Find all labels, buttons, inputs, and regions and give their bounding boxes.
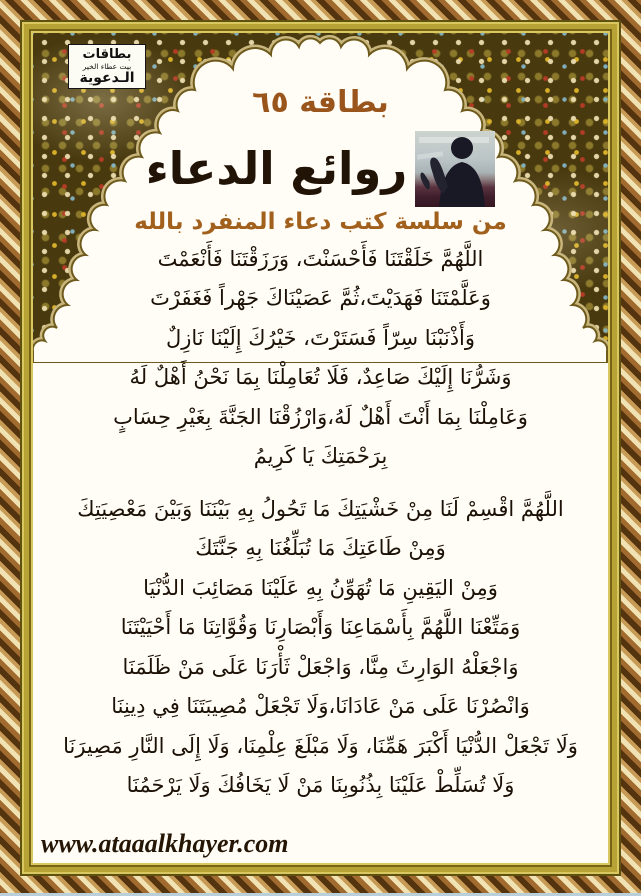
dua-line: وَعَامِلْنَا بِمَا أَنْتَ أَهْلٌ لَهُ،وَارْزُقْنَا الجَنَّةَ بِغَيْرِ حِسَابٍ <box>113 404 528 429</box>
dua-line: وَاجْعَلْهُ الوَارِثَ مِنَّا، وَاجْعَلْ ثَأْرَنَا عَلَى مَنْ ظَلَمَنَا <box>122 654 519 679</box>
dua-line: اللَّهُمَّ خَلَقْتَنَا فَأَحْسَنْتَ، وَرَزَقْتَنَا فَأَنْعَمْتَ <box>157 246 484 271</box>
publisher-logo-line3: الـدعوية <box>79 70 135 86</box>
dua-line: وَمِنْ طَاعَتِكَ مَا تُبَلِّغُنَا بِهِ جَنَّتَكَ <box>195 536 446 561</box>
publisher-logo-line1: بطاقات <box>82 47 132 62</box>
publisher-logo <box>68 44 146 89</box>
dua-line: وَشَرُّنَا إِلَيْكَ صَاعِدٌ، فَلَا تُعَامِلْنَا بِمَا نَحْنُ أَهْلٌ لَهُ <box>129 365 512 390</box>
card-number: بطاقة ٦٥ <box>252 85 389 120</box>
dua-line: وَلَا تَجْعَلْ الدُّنْيَا أَكْبَرَ هَمِّنَا، وَلَا مَبْلَغَ عِلْمِنَا، وَلَا إِلَى النَّارِ مَصِيرَنَا <box>63 733 578 758</box>
dua-line: وَعَلَّمْتَنَا فَهَدَيْتَ،ثُمَّ عَصَيْنَاكَ جَهْراً فَغَفَرْتَ <box>150 286 491 311</box>
dua-paragraph-1 <box>33 239 608 476</box>
publisher-logo-line2: بيت عطاء الخير <box>82 62 132 71</box>
gold-frame <box>20 20 621 876</box>
praying-silhouette-graphic <box>415 131 495 207</box>
dua-line: وَمِنْ اليَقِينِ مَا تُهَوِّنُ بِهِ عَلَيْنَا مَصَائِبَ الدُّنْيَا <box>143 575 498 600</box>
series-subtitle: من سلسة كتب دعاء المنفرد بالله <box>134 209 507 235</box>
dua-paragraph-2 <box>33 489 608 805</box>
dua-line: وَانْصُرْنَا عَلَى مَنْ عَادَانَا،وَلَا تَجْعَلْ مُصِيبَتَنَا فِي دِينِنَا <box>111 694 530 719</box>
title-row <box>33 129 608 209</box>
content-panel <box>33 33 608 863</box>
page-title: روائع الدعاء <box>145 142 408 195</box>
website-url: www.ataaalkhayer.com <box>41 829 289 858</box>
dua-line: اللَّهُمَّ اقْسِمْ لَنَا مِنْ خَشْيَتِكَ مَا تَحُولُ بِهِ بَيْنَنَا وَبَيْنَ مَعْصِيَتِكَ <box>77 496 564 521</box>
dua-line: وَلَا تُسَلِّطْ عَلَيْنَا بِذُنُوبِنَا مَنْ لَا يَخَافُكَ وَلَا يَرْحَمُنَا <box>126 773 515 798</box>
dua-line: بِرَحْمَتِكَ يَا كَرِيمُ <box>253 444 388 469</box>
dua-line: وَأَذْنَبْنَا سِرّاً فَسَتَرْتَ، خَيْرُكَ إِلَيْنَا نَازِلٌ <box>165 325 476 350</box>
dua-line: وَمَتِّعْنَا اللَّهُمَّ بِأَسْمَاعِنَا وَأَبْصَارِنَا وَقُوَّاتِنَا مَا أَحْيَيْتَنَا <box>120 615 521 640</box>
praying-person-image <box>415 131 495 207</box>
